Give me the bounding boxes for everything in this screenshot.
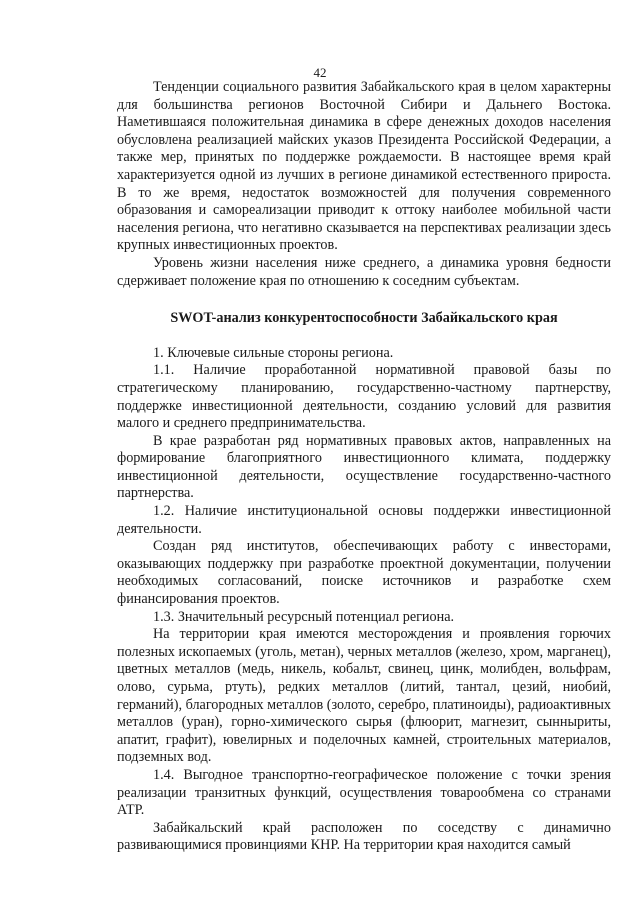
paragraph-social-trends: Тенденции социального развития Забайкальского края в целом характерны для большинства регионов Восточной Сибири и Дальнего Востока. Наметившаяся положительная динамика в сфере денежных доходов населения обусловлена реализацией майских указов Президента Российской Федерации, а также мер, принятых по поддержке рождаемости. В настоящее время край характеризуется одной из лучших в регионе динамикой естественного прироста. В то же время, недостаток возможностей для получения современного образования и самореализации приводит к оттоку наиболее мобильной части населения региона, что негативно сказывается на перспективах реализации здесь крупных инвестиционных проектов.: [117, 79, 611, 254]
paragraph-item-1-2: 1.2. Наличие институциональной основы поддержки инвестиционной деятельности.: [117, 503, 611, 537]
paragraph-living-standard: Уровень жизни населения ниже среднего, а динамика уровня бедности сдерживает положение края по отношению к соседним субъектам.: [117, 254, 611, 289]
paragraph-neighbors: Забайкальский край расположен по соседству с динамично развивающимися провинциями КНР. На территории края находится самый: [117, 819, 611, 854]
paragraph-item-1-4: 1.4. Выгодное транспортно-географическое положение с точки зрения реализации транзитных функций, осуществления товарообмена со странами АТР.: [117, 766, 611, 819]
page-number: 42: [313, 65, 327, 80]
paragraph-institutions: Создан ряд институтов, обеспечивающих работу с инвесторами, оказывающих поддержку при разработке проектной документации, получении необходимых согласований, поиске источников и разработке схем финансирования проектов.: [117, 538, 611, 608]
paragraph-key-strengths: 1. Ключевые сильные стороны региона.: [153, 344, 394, 361]
paragraph-item-1-3: 1.3. Значительный ресурсный потенциал региона.: [153, 608, 455, 625]
section-title: SWOT-анализ конкурентоспособности Забайкальского края: [170, 310, 558, 327]
paragraph-regulatory-acts: В крае разработан ряд нормативных правовых актов, направленных на формирование благоприятного инвестиционного климата, поддержку инвестиционной деятельности, осуществление государственно-частного партнерства.: [117, 432, 611, 502]
page-content: [117, 79, 611, 855]
paragraph-deposits: На территории края имеются месторождения и проявления горючих полезных ископаемых (уголь, метан), черных металлов (железо, хром, марганец), цветных металлов (медь, никель, кобальт, свинец, цинк, молибден, вольфрам, олово, сурьма, ртуть), редких металлов (литий, тантал, цезий, ниобий, германий), благородных металлов (золото, серебро, платиноиды), радиоактивных металлов (уран), горно-химического сырья (флюорит, магнезит, сынныриты, апатит, графит), ювелирных и поделочных камней, строительных материалов, подземных вод.: [117, 626, 611, 766]
paragraph-item-1-1: 1.1. Наличие проработанной нормативной правовой базы по стратегическому планированию, государственно-частному партнерству, поддержке инвестиционной деятельности, созданию условий для развития малого и среднего предпринимательства.: [117, 362, 611, 432]
